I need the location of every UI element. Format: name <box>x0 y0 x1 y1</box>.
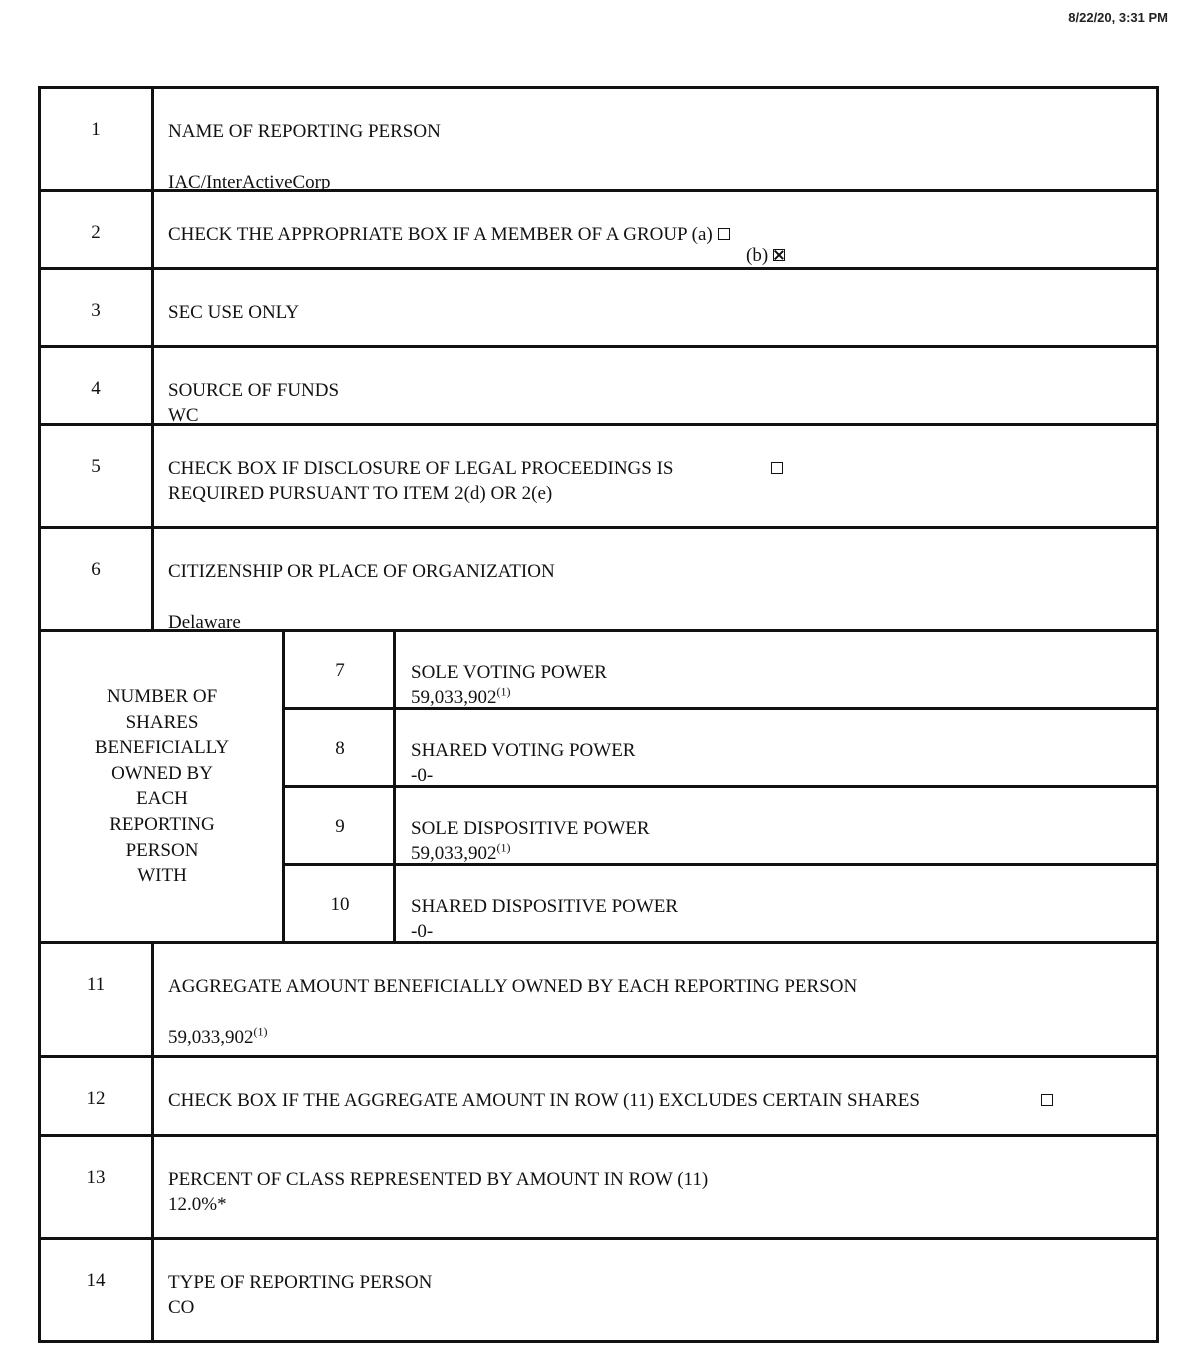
row-label: NAME OF REPORTING PERSON <box>168 121 441 142</box>
excludes-shares-checkbox[interactable] <box>1041 1094 1053 1106</box>
footnote-ref: (1) <box>496 684 511 699</box>
row-number: 6 <box>91 559 101 580</box>
row-number: 12 <box>86 1088 106 1109</box>
shares-block <box>41 632 1156 944</box>
group-a-checkbox[interactable] <box>718 228 730 240</box>
sole-voting-power-value: 59,033,902 <box>411 687 497 708</box>
option-a-label: (a) <box>691 224 713 245</box>
row-12 <box>41 1058 1156 1137</box>
row-label: CITIZENSHIP OR PLACE OF ORGANIZATION <box>168 561 555 582</box>
row-label: CHECK BOX IF THE AGGREGATE AMOUNT IN ROW (11) EXCLUDES CERTAIN SHARES <box>168 1090 920 1111</box>
row-label: PERCENT OF CLASS REPRESENTED BY AMOUNT IN ROW (11) <box>168 1169 709 1190</box>
row-number: 11 <box>86 974 106 995</box>
row-label: SHARED VOTING POWER <box>411 740 636 761</box>
reporting-person-name: IAC/InterActiveCorp <box>168 172 331 193</box>
row-label: AGGREGATE AMOUNT BENEFICIALLY OWNED BY EACH REPORTING PERSON <box>168 976 858 997</box>
row-10 <box>285 866 1156 944</box>
place-of-organization-value: Delaware <box>168 612 241 633</box>
footnote-ref: (1) <box>253 1024 268 1039</box>
legal-proceedings-checkbox[interactable] <box>771 462 783 474</box>
shared-dispositive-power-value: -0- <box>411 921 434 942</box>
row-number: 13 <box>86 1167 106 1188</box>
row-number: 9 <box>335 816 345 837</box>
row-14 <box>41 1240 1156 1340</box>
row-number: 8 <box>335 738 345 759</box>
row-number: 2 <box>91 222 101 243</box>
group-b-checkbox-checked[interactable] <box>773 249 785 261</box>
row-13 <box>41 1137 1156 1240</box>
source-of-funds-value: WC <box>168 405 199 426</box>
row-number: 3 <box>91 300 101 321</box>
row-6 <box>41 529 1156 632</box>
timestamp: 8/22/20, 3:31 PM <box>1068 10 1168 25</box>
row-number: 10 <box>330 894 350 915</box>
shares-beneficially-owned-label: NUMBER OF SHARES BENEFICIALLY OWNED BY EACH REPORTING PERSON WITH <box>94 686 230 887</box>
row-label: CHECK THE APPROPRIATE BOX IF A MEMBER OF A GROUP <box>168 224 687 245</box>
row-label-line2: REQUIRED PURSUANT TO ITEM 2(d) OR 2(e) <box>168 483 553 504</box>
row-number: 5 <box>91 456 101 477</box>
row-5 <box>41 426 1156 529</box>
row-number: 7 <box>335 660 345 681</box>
row-number: 14 <box>86 1270 106 1291</box>
row-label-line1: CHECK BOX IF DISCLOSURE OF LEGAL PROCEEDINGS IS <box>168 458 674 479</box>
row-label: SOLE DISPOSITIVE POWER <box>411 818 650 839</box>
row-label: SEC USE ONLY <box>168 302 300 323</box>
row-1 <box>41 89 1156 192</box>
row-2 <box>41 192 1156 270</box>
shared-voting-power-value: -0- <box>411 765 434 786</box>
footnote-ref: (1) <box>496 840 511 855</box>
row-number: 1 <box>91 119 101 140</box>
row-8 <box>285 710 1156 788</box>
aggregate-amount-value: 59,033,902 <box>168 1027 254 1048</box>
option-b-label: (b) <box>746 245 769 266</box>
row-9 <box>285 788 1156 866</box>
row-3 <box>41 270 1156 348</box>
row-7 <box>285 632 1156 710</box>
sole-dispositive-power-value: 59,033,902 <box>411 843 497 864</box>
percent-of-class-value: 12.0%* <box>168 1194 227 1215</box>
row-label: SOLE VOTING POWER <box>411 662 607 683</box>
row-4 <box>41 348 1156 426</box>
row-label: TYPE OF REPORTING PERSON <box>168 1272 433 1293</box>
row-label: SOURCE OF FUNDS <box>168 380 340 401</box>
schedule-13d-cover-table <box>38 86 1159 1343</box>
row-11 <box>41 944 1156 1058</box>
type-of-reporting-person-value: CO <box>168 1297 195 1318</box>
row-number: 4 <box>91 378 101 399</box>
row-label: SHARED DISPOSITIVE POWER <box>411 896 679 917</box>
